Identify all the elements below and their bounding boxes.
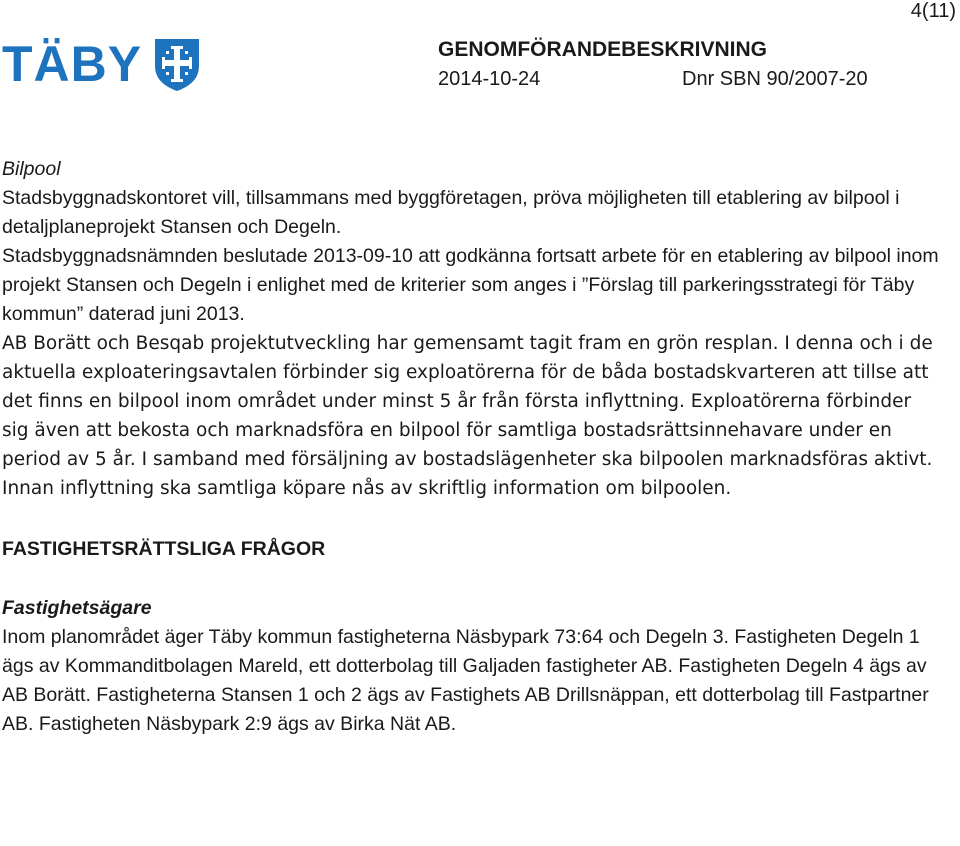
document-title: GENOMFÖRANDEBESKRIVNING <box>438 38 768 61</box>
taby-logo <box>2 36 202 92</box>
bilpool-heading: Bilpool <box>2 158 61 180</box>
page-number: 4(11) <box>910 0 956 22</box>
document-body <box>2 155 942 739</box>
fastighet-paragraph-1: Inom planområdet äger Täby kommun fastigheterna Näsbypark 73:64 och Degeln 3. Fastigheten Degeln 1 ägs av Kommanditbolagen Mareld, ett dotterbolag till Galjaden fastigheter AB. Fastigheten Degeln 4 ägs av AB Borätt. Fastigheterna Stansen 1 och 2 ägs av Fastighets AB Drillsnäppan, ett dotterbolag till Fastpartner AB. Fastigheten Näsbypark 2:9 ägs av Birka Nät AB. <box>2 626 929 735</box>
bilpool-paragraph-2: Stadsbyggnadsnämnden beslutade 2013-09-10 att godkänna fortsatt arbete för en etablering av bilpool inom projekt Stansen och Degeln i enlighet med de kriterier som anges i ”Förslag till parkeringsstrategi för Täby kommun” daterad juni 2013. <box>2 245 939 325</box>
section-heading-fastighet: FASTIGHETSRÄTTSLIGA FRÅGOR <box>2 538 326 560</box>
taby-shield-icon <box>152 36 202 92</box>
bilpool-paragraph-3: AB Borätt och Besqab projektutveckling har gemensamt tagit fram en grön resplan. I denna och i de aktuella exploateringsavtalen förbinder sig exploatörerna för de båda bostadskvarteren att tillse att det finns en bilpool inom området under minst 5 år från första inflyttning. Exploatörerna förbinder sig även att bekosta och marknadsföra en bilpool för samtliga bostadsrättsinnehavare under en period av 5 år. I samband med försäljning av bostadslägenheter ska bilpoolen marknadsföras aktivt. Innan inflyttning ska samtliga köpare nås av skriftlig information om bilpoolen. <box>2 333 933 499</box>
logo-wordmark: TÄBY <box>2 36 143 92</box>
fastighetsagare-heading: Fastighetsägare <box>2 597 152 619</box>
bilpool-paragraph-1: Stadsbyggnadskontoret vill, tillsammans med byggföretagen, pröva möjligheten till etablering av bilpool i detaljplaneprojekt Stansen och Degeln. <box>2 187 900 238</box>
document-dnr: Dnr SBN 90/2007-20 <box>682 68 868 90</box>
document-date: 2014-10-24 <box>438 68 541 90</box>
